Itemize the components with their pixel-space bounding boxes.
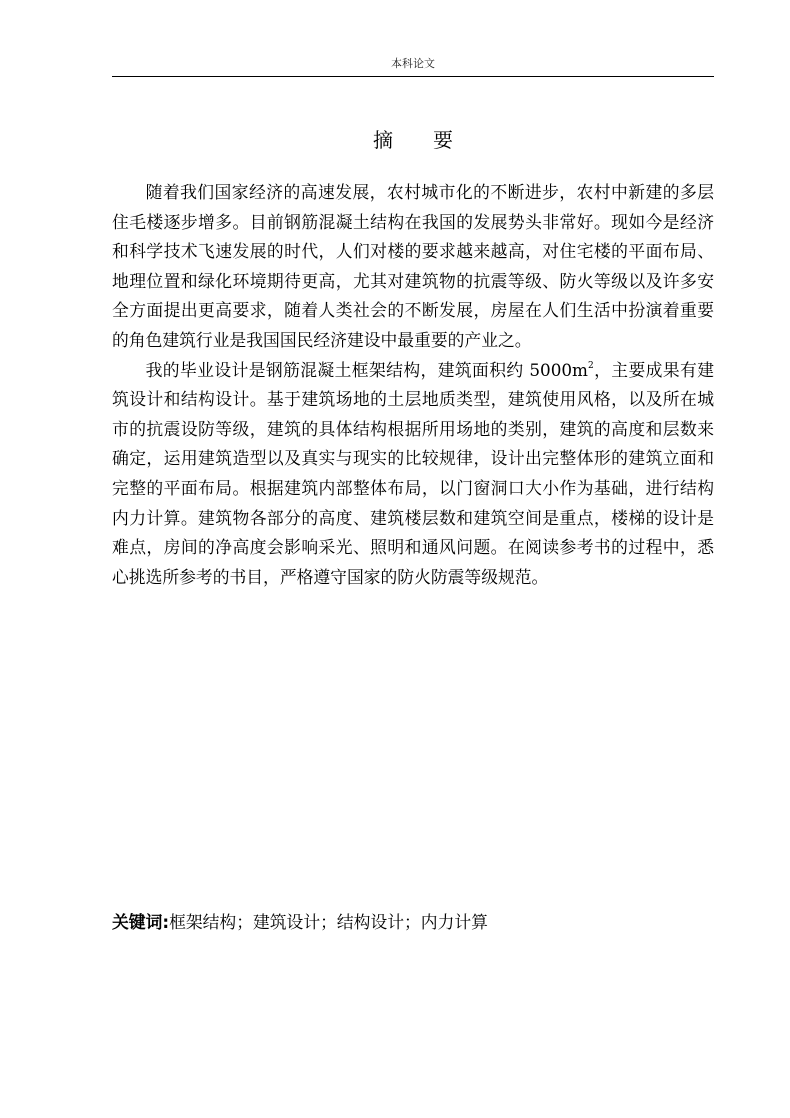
keywords-label: 关键词: [112,912,170,932]
keywords-list: 框架结构；建筑设计；结构设计；内力计算 [169,912,488,932]
superscript-exponent: 2 [587,360,594,371]
paragraph-2-text-start: 我的毕业设计是钢筋混凝土框架结构，建筑面积约 5000m [145,359,588,380]
keywords-line [112,908,714,936]
paragraph-2-text-end: ，主要成果有建筑设计和结构设计。基于建筑场地的土层地质类型，建筑使用风格，以及所在城市的抗震设防等级，建筑的具体结构根据所用场地的类别，建筑的高度和层数来确定，运用建筑造型以及真实与现实的比较规律，设计出完整体形的建筑立面和完整的平面布局。根据建筑内部整体布局，以门窗洞口大小作为基础，进行结构内力计算。建筑物各部分的高度、建筑楼层数和建筑空间是重点，楼梯的设计是难点，房间的净高度会影响采光、照明和通风问题。在阅读参考书的过程中，悉心挑选所参考的书目，严格遵守国家的防火防震等级规范。 [112,359,714,587]
abstract-title: 摘要 [373,128,493,152]
abstract-paragraph-2 [112,356,714,593]
abstract-paragraph-1: 随着我们国家经济的高速发展，农村城市化的不断进步，农村中新建的多层住毛楼逐步增多。目前钢筋混凝土结构在我国的发展势头非常好。现如今是经济和科学技术飞速发展的时代，人们对楼的要求越来越高，对住宅楼的平面布局、地理位置和绿化环境期待更高，尤其对建筑物的抗震等级、防火等级以及许多安全方面提出更高要求，随着人类社会的不断发展，房屋在人们生活中扮演着重要的角色建筑行业是我国国民经济建设中最重要的产业之。 [112,182,714,350]
running-title: 本科论文 [391,57,435,70]
abstract-body [112,178,714,592]
page-header [112,56,714,77]
